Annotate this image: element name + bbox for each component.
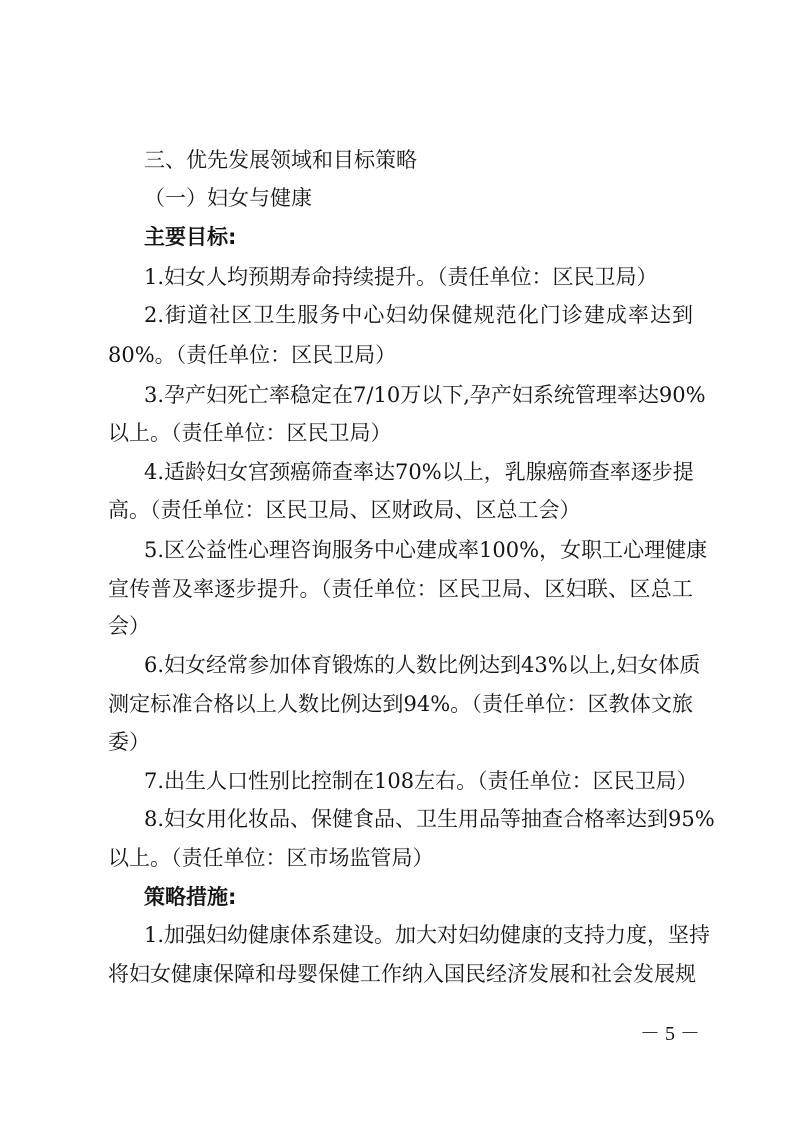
goal-5-line-1: 5.区公益性心理咨询服务中心建成率100%，女职工心理健康: [144, 538, 708, 562]
strategy-line-1: 1.加强妇幼健康体系建设。加大对妇幼健康的支持力度，坚持: [144, 923, 711, 947]
goal-6-line-1: 6.妇女经常参加体育锻炼的人数比例达到43%以上,妇女体质: [144, 653, 701, 677]
goal-2-line-1: 2.街道社区卫生服务中心妇幼保健规范化门诊建成率达到: [144, 303, 693, 327]
goal-3-line-1: 3.孕产妇死亡率稳定在7/10万以下,孕产妇系统管理率达90%: [144, 383, 706, 407]
goal-8-line-2: 以上。（责任单位：区市场监管局）: [108, 846, 434, 870]
goal-8-line-1: 8.妇女用化妆品、保健食品、卫生用品等抽查合格率达到95%: [144, 807, 715, 831]
goal-2-line-2: 80%。（责任单位：区民卫局）: [108, 343, 397, 367]
strategy-heading: 策略措施:: [144, 885, 237, 909]
main-goals-heading: 主要目标:: [144, 225, 237, 249]
goal-6-line-3: 委）: [108, 730, 150, 754]
section-heading: 三、优先发展领域和目标策略: [144, 148, 417, 172]
goal-5-line-3: 会）: [108, 614, 150, 638]
page-number: － 5 －: [640, 1023, 700, 1045]
goal-1-line-1: 1.妇女人均预期寿命持续提升。（责任单位：区民卫局）: [144, 265, 658, 289]
goal-4-line-1: 4.适龄妇女宫颈癌筛查率达70%以上，乳腺癌筛查率逐步提: [144, 460, 694, 484]
goal-3-line-2: 以上。（责任单位：区民卫局）: [108, 421, 392, 445]
goal-5-line-2: 宣传普及率逐步提升。（责任单位：区民卫局、区妇联、区总工: [108, 577, 693, 601]
goal-4-line-2: 高。（责任单位：区民卫局、区财政局、区总工会）: [108, 498, 581, 522]
strategy-line-2: 将妇女健康保障和母婴保健工作纳入国民经济发展和社会发展规: [108, 962, 696, 986]
goal-6-line-2: 测定标准合格以上人数比例达到94%。（责任单位：区教体文旅: [108, 692, 693, 716]
subsection-heading: （一）妇女与健康: [144, 186, 312, 210]
goal-7-line-1: 7.出生人口性别比控制在108左右。（责任单位：区民卫局）: [144, 769, 698, 793]
